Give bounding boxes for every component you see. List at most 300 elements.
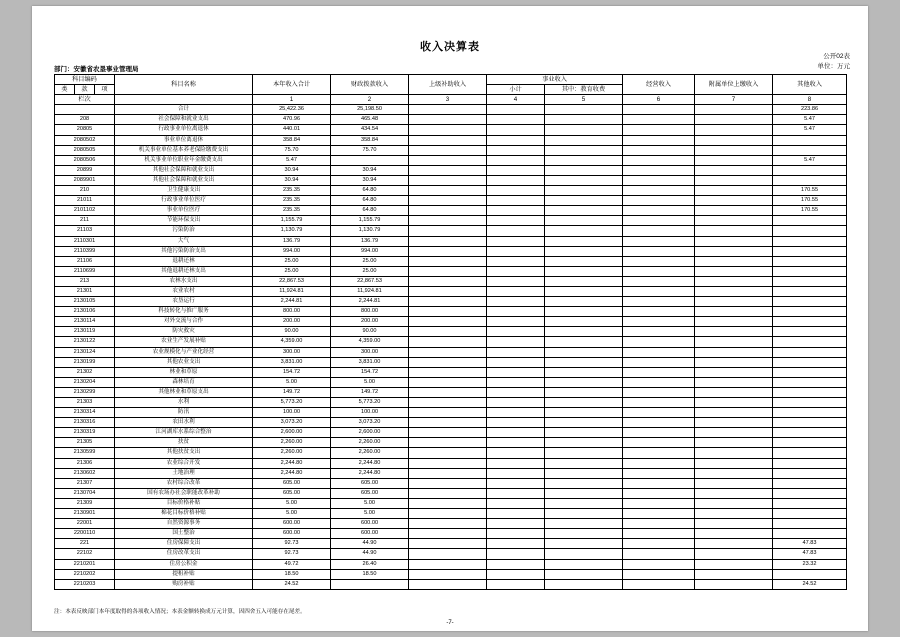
table-row xyxy=(55,357,847,367)
cell-affiliated xyxy=(695,539,773,549)
cell-total: 25.00 xyxy=(253,266,331,276)
cell-affiliated xyxy=(695,569,773,579)
table-row xyxy=(55,256,847,266)
cell-other xyxy=(773,367,847,377)
cell-operating xyxy=(623,428,695,438)
cell-operating xyxy=(623,286,695,296)
cell-operating xyxy=(623,125,695,135)
cell-business-edu xyxy=(545,307,623,317)
cell-affiliated xyxy=(695,428,773,438)
cell-fiscal: 600.00 xyxy=(331,519,409,529)
cell-total: 358.84 xyxy=(253,135,331,145)
cell-other xyxy=(773,438,847,448)
cell-superior xyxy=(409,468,487,478)
cell-total: 235.35 xyxy=(253,206,331,216)
cell-code: 21306 xyxy=(55,458,115,468)
cell-business-sub xyxy=(487,297,545,307)
cell-other xyxy=(773,418,847,428)
cell-superior xyxy=(409,165,487,175)
cell-total: 22,867.53 xyxy=(253,276,331,286)
cell-subject-name: 国土整治 xyxy=(115,529,253,539)
cell-business-sub xyxy=(487,549,545,559)
cell-operating xyxy=(623,155,695,165)
cell-operating xyxy=(623,175,695,185)
cell-affiliated xyxy=(695,125,773,135)
table-row xyxy=(55,408,847,418)
th-colnum-7: 7 xyxy=(695,95,773,105)
cell-fiscal: 2,260.00 xyxy=(331,448,409,458)
cell-superior xyxy=(409,175,487,185)
table-row xyxy=(55,186,847,196)
department-label: 部门：安徽省农垦事业管理局 xyxy=(54,66,139,73)
cell-subject-name: 污染防治 xyxy=(115,226,253,236)
cell-code: 208 xyxy=(55,115,115,125)
cell-fiscal: 22,867.53 xyxy=(331,276,409,286)
cell-other xyxy=(773,529,847,539)
cell-operating xyxy=(623,105,695,115)
cell-other xyxy=(773,266,847,276)
cell-business-sub xyxy=(487,428,545,438)
cell-business-edu xyxy=(545,347,623,357)
cell-code: 21011 xyxy=(55,196,115,206)
cell-fiscal: 26.40 xyxy=(331,559,409,569)
table-note: 注：本表反映部门本年度取得的各项收入情况；本表金额转换成万元计算，因四舍五入可能存在尾差。 xyxy=(54,609,306,615)
cell-superior xyxy=(409,226,487,236)
cell-affiliated xyxy=(695,498,773,508)
cell-business-sub xyxy=(487,196,545,206)
cell-code: 2130299 xyxy=(55,387,115,397)
cell-subject-name: 其他林业和草原支出 xyxy=(115,387,253,397)
cell-total: 1,130.79 xyxy=(253,226,331,236)
cell-other xyxy=(773,175,847,185)
cell-fiscal: 5.00 xyxy=(331,498,409,508)
cell-other: 5.47 xyxy=(773,125,847,135)
cell-business-sub xyxy=(487,236,545,246)
cell-subject-name: 住房保障支出 xyxy=(115,539,253,549)
cell-other xyxy=(773,488,847,498)
cell-total: 149.72 xyxy=(253,387,331,397)
cell-subject-name: 事业单位离退休 xyxy=(115,135,253,145)
cell-operating xyxy=(623,186,695,196)
cell-fiscal: 5,773.20 xyxy=(331,398,409,408)
cell-code: 2130602 xyxy=(55,468,115,478)
cell-subject-name: 林业和草原 xyxy=(115,367,253,377)
th-name: 科目名称 xyxy=(115,75,253,95)
cell-operating xyxy=(623,317,695,327)
cell-business-sub xyxy=(487,458,545,468)
cell-operating xyxy=(623,307,695,317)
cell-superior xyxy=(409,327,487,337)
cell-total: 5.00 xyxy=(253,377,331,387)
cell-subject-name: 其他社会保障和就业支出 xyxy=(115,165,253,175)
cell-other xyxy=(773,216,847,226)
cell-other xyxy=(773,236,847,246)
cell-subject-name: 水利 xyxy=(115,398,253,408)
cell-other xyxy=(773,246,847,256)
th-business-edu: 其中：教育收费 xyxy=(545,85,623,95)
cell-subject-name: 住房改革支出 xyxy=(115,549,253,559)
cell-superior xyxy=(409,256,487,266)
cell-fiscal: 3,073.20 xyxy=(331,418,409,428)
table-row xyxy=(55,317,847,327)
cell-total: 49.72 xyxy=(253,559,331,569)
cell-business-sub xyxy=(487,377,545,387)
table-row xyxy=(55,488,847,498)
cell-affiliated xyxy=(695,559,773,569)
th-colnum-2: 2 xyxy=(331,95,409,105)
table-row xyxy=(55,135,847,145)
cell-other xyxy=(773,145,847,155)
cell-business-edu xyxy=(545,498,623,508)
cell-operating xyxy=(623,357,695,367)
cell-business-edu xyxy=(545,286,623,296)
cell-code: 22102 xyxy=(55,549,115,559)
cell-business-sub xyxy=(487,519,545,529)
cell-other xyxy=(773,387,847,397)
cell-superior xyxy=(409,297,487,307)
cell-business-sub xyxy=(487,448,545,458)
th-business-sub: 小计 xyxy=(487,85,545,95)
th-affiliated: 附属单位上缴收入 xyxy=(695,75,773,95)
cell-superior xyxy=(409,246,487,256)
table-row xyxy=(55,367,847,377)
cell-subject-name: 农业农村 xyxy=(115,286,253,296)
cell-business-edu xyxy=(545,297,623,307)
cell-code: 21301 xyxy=(55,286,115,296)
cell-fiscal: 44.90 xyxy=(331,549,409,559)
cell-business-edu xyxy=(545,488,623,498)
cell-total: 92.73 xyxy=(253,549,331,559)
cell-business-sub xyxy=(487,135,545,145)
th-rowlabel: 栏次 xyxy=(55,95,115,105)
page-number: -7- xyxy=(446,620,454,626)
cell-business-edu xyxy=(545,468,623,478)
table-row xyxy=(55,236,847,246)
cell-business-sub xyxy=(487,105,545,115)
cell-other xyxy=(773,398,847,408)
cell-business-sub xyxy=(487,266,545,276)
cell-code: 2130316 xyxy=(55,418,115,428)
cell-total: 605.00 xyxy=(253,488,331,498)
th-colnum-blank xyxy=(115,95,253,105)
cell-operating xyxy=(623,165,695,175)
cell-business-sub xyxy=(487,559,545,569)
cell-code: 21307 xyxy=(55,478,115,488)
cell-operating xyxy=(623,327,695,337)
cell-business-edu xyxy=(545,145,623,155)
cell-subject-name: 土地治理 xyxy=(115,468,253,478)
cell-affiliated xyxy=(695,529,773,539)
th-colnum-6: 6 xyxy=(623,95,695,105)
cell-operating xyxy=(623,559,695,569)
cell-operating xyxy=(623,418,695,428)
cell-business-edu xyxy=(545,125,623,135)
cell-total: 92.73 xyxy=(253,539,331,549)
cell-affiliated xyxy=(695,438,773,448)
cell-fiscal: 605.00 xyxy=(331,488,409,498)
cell-code: 2110699 xyxy=(55,266,115,276)
cell-business-edu xyxy=(545,196,623,206)
cell-operating xyxy=(623,297,695,307)
cell-fiscal: 1,155.79 xyxy=(331,216,409,226)
cell-operating xyxy=(623,438,695,448)
cell-total: 25.00 xyxy=(253,256,331,266)
cell-code: 2130704 xyxy=(55,488,115,498)
cell-affiliated xyxy=(695,266,773,276)
th-colnum-8: 8 xyxy=(773,95,847,105)
cell-business-sub xyxy=(487,317,545,327)
cell-code: 2080506 xyxy=(55,155,115,165)
cell-affiliated xyxy=(695,488,773,498)
cell-business-edu xyxy=(545,408,623,418)
cell-fiscal: 64.80 xyxy=(331,186,409,196)
cell-affiliated xyxy=(695,408,773,418)
cell-code: 2130105 xyxy=(55,297,115,307)
cell-business-sub xyxy=(487,367,545,377)
cell-other xyxy=(773,478,847,488)
cell-operating xyxy=(623,468,695,478)
cell-operating xyxy=(623,498,695,508)
cell-other: 47.83 xyxy=(773,549,847,559)
cell-business-edu xyxy=(545,115,623,125)
cell-affiliated xyxy=(695,357,773,367)
cell-affiliated xyxy=(695,276,773,286)
cell-superior xyxy=(409,196,487,206)
cell-total: 2,244.81 xyxy=(253,297,331,307)
cell-subject-name: 农林水支出 xyxy=(115,276,253,286)
table-row xyxy=(55,125,847,135)
th-superior: 上级补助收入 xyxy=(409,75,487,95)
cell-operating xyxy=(623,519,695,529)
cell-business-sub xyxy=(487,286,545,296)
cell-business-sub xyxy=(487,327,545,337)
cell-total: 605.00 xyxy=(253,478,331,488)
cell-subject-name: 其他退耕还林支出 xyxy=(115,266,253,276)
cell-business-sub xyxy=(487,206,545,216)
cell-superior xyxy=(409,478,487,488)
table-body xyxy=(55,105,847,590)
cell-other xyxy=(773,458,847,468)
cell-affiliated xyxy=(695,448,773,458)
cell-subject-name: 大气 xyxy=(115,236,253,246)
cell-affiliated xyxy=(695,297,773,307)
cell-operating xyxy=(623,135,695,145)
cell-business-sub xyxy=(487,337,545,347)
cell-business-edu xyxy=(545,509,623,519)
cell-fiscal: 11,924.81 xyxy=(331,286,409,296)
cell-code: 2130122 xyxy=(55,337,115,347)
cell-business-edu xyxy=(545,357,623,367)
cell-operating xyxy=(623,408,695,418)
cell-code: 2080502 xyxy=(55,135,115,145)
cell-business-sub xyxy=(487,256,545,266)
cell-superior xyxy=(409,307,487,317)
th-colnum-3: 3 xyxy=(409,95,487,105)
cell-code: 20899 xyxy=(55,165,115,175)
cell-code: 211 xyxy=(55,216,115,226)
cell-affiliated xyxy=(695,165,773,175)
cell-code: 2130124 xyxy=(55,347,115,357)
cell-other xyxy=(773,428,847,438)
cell-business-sub xyxy=(487,438,545,448)
table-row xyxy=(55,347,847,357)
cell-total: 4,359.00 xyxy=(253,337,331,347)
cell-business-edu xyxy=(545,135,623,145)
cell-code: 2210202 xyxy=(55,569,115,579)
cell-fiscal: 64.80 xyxy=(331,206,409,216)
cell-other xyxy=(773,307,847,317)
table-row xyxy=(55,418,847,428)
th-fiscal: 财政拨款收入 xyxy=(331,75,409,95)
cell-affiliated xyxy=(695,175,773,185)
table-row xyxy=(55,327,847,337)
cell-other xyxy=(773,256,847,266)
cell-superior xyxy=(409,488,487,498)
cell-total: 136.79 xyxy=(253,236,331,246)
cell-subject-name: 合计 xyxy=(115,105,253,115)
cell-total: 1,155.79 xyxy=(253,216,331,226)
cell-affiliated xyxy=(695,307,773,317)
cell-operating xyxy=(623,246,695,256)
cell-superior xyxy=(409,367,487,377)
cell-superior xyxy=(409,145,487,155)
cell-superior xyxy=(409,438,487,448)
page-title: 收入决算表 xyxy=(420,41,480,53)
cell-subject-name: 农村综合改革 xyxy=(115,478,253,488)
cell-code: 2130901 xyxy=(55,509,115,519)
th-code-section: 款 xyxy=(75,85,95,95)
cell-superior xyxy=(409,115,487,125)
table-row xyxy=(55,478,847,488)
th-operating: 经营收入 xyxy=(623,75,695,95)
th-total: 本年收入合计 xyxy=(253,75,331,95)
cell-code: 2130119 xyxy=(55,327,115,337)
cell-affiliated xyxy=(695,226,773,236)
cell-subject-name: 农业规模化与产业化经营 xyxy=(115,347,253,357)
cell-fiscal: 25.00 xyxy=(331,266,409,276)
cell-code: 2110399 xyxy=(55,246,115,256)
cell-business-edu xyxy=(545,569,623,579)
cell-total: 600.00 xyxy=(253,519,331,529)
cell-business-edu xyxy=(545,276,623,286)
th-code-item: 项 xyxy=(95,85,115,95)
cell-fiscal: 2,244.80 xyxy=(331,458,409,468)
cell-code: 221 xyxy=(55,539,115,549)
cell-business-sub xyxy=(487,155,545,165)
cell-subject-name: 节能环保支出 xyxy=(115,216,253,226)
cell-subject-name: 购房补贴 xyxy=(115,579,253,589)
cell-subject-name: 机关事业单位基本养老保险缴费支出 xyxy=(115,145,253,155)
cell-other: 223.86 xyxy=(773,105,847,115)
cell-subject-name: 社会保障和就业支出 xyxy=(115,115,253,125)
cell-other xyxy=(773,286,847,296)
cell-business-edu xyxy=(545,559,623,569)
cell-subject-name: 事业单位医疗 xyxy=(115,206,253,216)
cell-business-sub xyxy=(487,387,545,397)
cell-business-sub xyxy=(487,509,545,519)
cell-code: 2110301 xyxy=(55,236,115,246)
cell-business-edu xyxy=(545,478,623,488)
header-row-colnums xyxy=(55,95,847,105)
cell-superior xyxy=(409,317,487,327)
cell-business-sub xyxy=(487,539,545,549)
cell-affiliated xyxy=(695,196,773,206)
cell-operating xyxy=(623,398,695,408)
cell-affiliated xyxy=(695,468,773,478)
cell-superior xyxy=(409,519,487,529)
cell-business-sub xyxy=(487,115,545,125)
cell-total: 235.35 xyxy=(253,186,331,196)
cell-other xyxy=(773,276,847,286)
cell-business-edu xyxy=(545,448,623,458)
cell-other xyxy=(773,468,847,478)
cell-other xyxy=(773,509,847,519)
cell-superior xyxy=(409,498,487,508)
cell-superior xyxy=(409,539,487,549)
cell-business-sub xyxy=(487,398,545,408)
cell-business-edu xyxy=(545,428,623,438)
cell-affiliated xyxy=(695,367,773,377)
cell-total: 24.52 xyxy=(253,579,331,589)
cell-fiscal: 100.00 xyxy=(331,408,409,418)
cell-superior xyxy=(409,387,487,397)
cell-total: 5.47 xyxy=(253,155,331,165)
th-colnum-4: 4 xyxy=(487,95,545,105)
cell-operating xyxy=(623,509,695,519)
cell-superior xyxy=(409,236,487,246)
header-row-1 xyxy=(55,75,847,85)
cell-total: 470.96 xyxy=(253,115,331,125)
cell-superior xyxy=(409,559,487,569)
cell-operating xyxy=(623,236,695,246)
cell-total: 5,773.20 xyxy=(253,398,331,408)
cell-affiliated xyxy=(695,155,773,165)
cell-other: 24.52 xyxy=(773,579,847,589)
cell-affiliated xyxy=(695,478,773,488)
cell-other xyxy=(773,357,847,367)
cell-subject-name: 森林培育 xyxy=(115,377,253,387)
cell-subject-name: 防灾救灾 xyxy=(115,327,253,337)
cell-code: 20805 xyxy=(55,125,115,135)
table-row xyxy=(55,175,847,185)
cell-affiliated xyxy=(695,337,773,347)
cell-total: 5.00 xyxy=(253,509,331,519)
cell-other: 170.55 xyxy=(773,206,847,216)
cell-business-sub xyxy=(487,488,545,498)
cell-superior xyxy=(409,357,487,367)
cell-fiscal: 75.70 xyxy=(331,145,409,155)
cell-total: 800.00 xyxy=(253,307,331,317)
cell-superior xyxy=(409,155,487,165)
cell-business-sub xyxy=(487,569,545,579)
cell-business-sub xyxy=(487,186,545,196)
table-row xyxy=(55,438,847,448)
cell-code: 2130599 xyxy=(55,448,115,458)
cell-affiliated xyxy=(695,458,773,468)
table-row xyxy=(55,145,847,155)
cell-total: 235.35 xyxy=(253,196,331,206)
cell-superior xyxy=(409,408,487,418)
cell-fiscal: 3,831.00 xyxy=(331,357,409,367)
cell-code: 21302 xyxy=(55,367,115,377)
cell-business-edu xyxy=(545,458,623,468)
table-row xyxy=(55,206,847,216)
cell-fiscal: 465.48 xyxy=(331,115,409,125)
cell-business-edu xyxy=(545,206,623,216)
cell-subject-name: 其他扶贫支出 xyxy=(115,448,253,458)
cell-business-edu xyxy=(545,549,623,559)
table-row xyxy=(55,115,847,125)
